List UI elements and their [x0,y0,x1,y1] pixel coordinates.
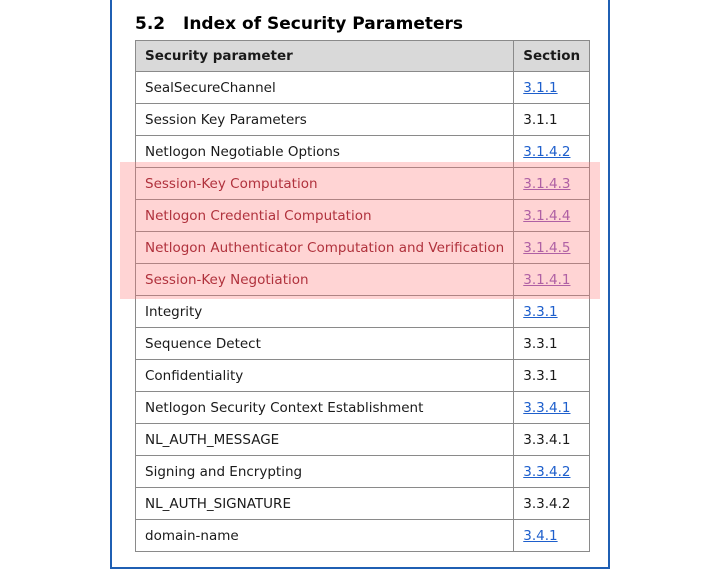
section-link[interactable]: 3.1.4.5 [523,239,571,256]
section-text: 3.3.4.2 [523,495,571,512]
table-row [136,136,590,168]
section-cell [514,264,590,296]
section-link[interactable]: 3.1.4.2 [523,143,571,160]
parameter-cell: Session-Key Computation [136,168,514,200]
section-cell [514,456,590,488]
table-row [136,104,590,136]
section-cell [514,104,590,136]
section-link[interactable]: 3.3.4.1 [523,399,571,416]
section-link[interactable]: 3.4.1 [523,527,558,544]
section-number: 5.2 [135,14,166,34]
table-row [136,264,590,296]
section-cell [514,232,590,264]
section-cell [514,168,590,200]
section-link[interactable]: 3.1.4.1 [523,271,571,288]
table-row [136,200,590,232]
table-row [136,520,590,552]
table-row [136,328,590,360]
section-text: 3.3.4.1 [523,431,571,448]
parameter-cell: Netlogon Security Context Establishment [136,392,514,424]
table-row [136,360,590,392]
section-heading [135,14,463,34]
parameter-cell: Confidentiality [136,360,514,392]
section-cell [514,136,590,168]
header-section: Section [514,41,590,72]
parameter-cell: NL_AUTH_SIGNATURE [136,488,514,520]
section-text: 3.3.1 [523,367,558,384]
section-link[interactable]: 3.1.4.3 [523,175,571,192]
parameter-cell: SealSecureChannel [136,72,514,104]
section-cell [514,200,590,232]
section-link[interactable]: 3.1.1 [523,79,558,96]
section-cell [514,72,590,104]
table-header-row [136,41,590,72]
parameter-cell: Netlogon Authenticator Computation and Verification [136,232,514,264]
table-row [136,488,590,520]
table-row [136,456,590,488]
section-title: Index of Security Parameters [183,14,464,34]
table-row [136,392,590,424]
section-cell [514,296,590,328]
header-security-parameter: Security parameter [136,41,514,72]
section-cell [514,360,590,392]
parameter-cell: Integrity [136,296,514,328]
section-cell [514,520,590,552]
parameter-cell: domain-name [136,520,514,552]
parameter-cell: Netlogon Credential Computation [136,200,514,232]
section-cell [514,392,590,424]
table-row [136,232,590,264]
table-row [136,424,590,456]
table-row [136,296,590,328]
table-body [136,72,590,552]
section-link[interactable]: 3.3.1 [523,303,558,320]
security-parameters-table [135,40,590,552]
parameter-cell: Signing and Encrypting [136,456,514,488]
section-link[interactable]: 3.3.4.2 [523,463,571,480]
parameter-cell: Sequence Detect [136,328,514,360]
parameter-cell: Session Key Parameters [136,104,514,136]
parameter-cell: Netlogon Negotiable Options [136,136,514,168]
parameter-cell: Session-Key Negotiation [136,264,514,296]
section-link[interactable]: 3.1.4.4 [523,207,571,224]
section-cell [514,328,590,360]
table-row [136,72,590,104]
section-cell [514,488,590,520]
parameter-cell: NL_AUTH_MESSAGE [136,424,514,456]
table-row [136,168,590,200]
section-text: 3.1.1 [523,111,558,128]
section-cell [514,424,590,456]
section-text: 3.3.1 [523,335,558,352]
